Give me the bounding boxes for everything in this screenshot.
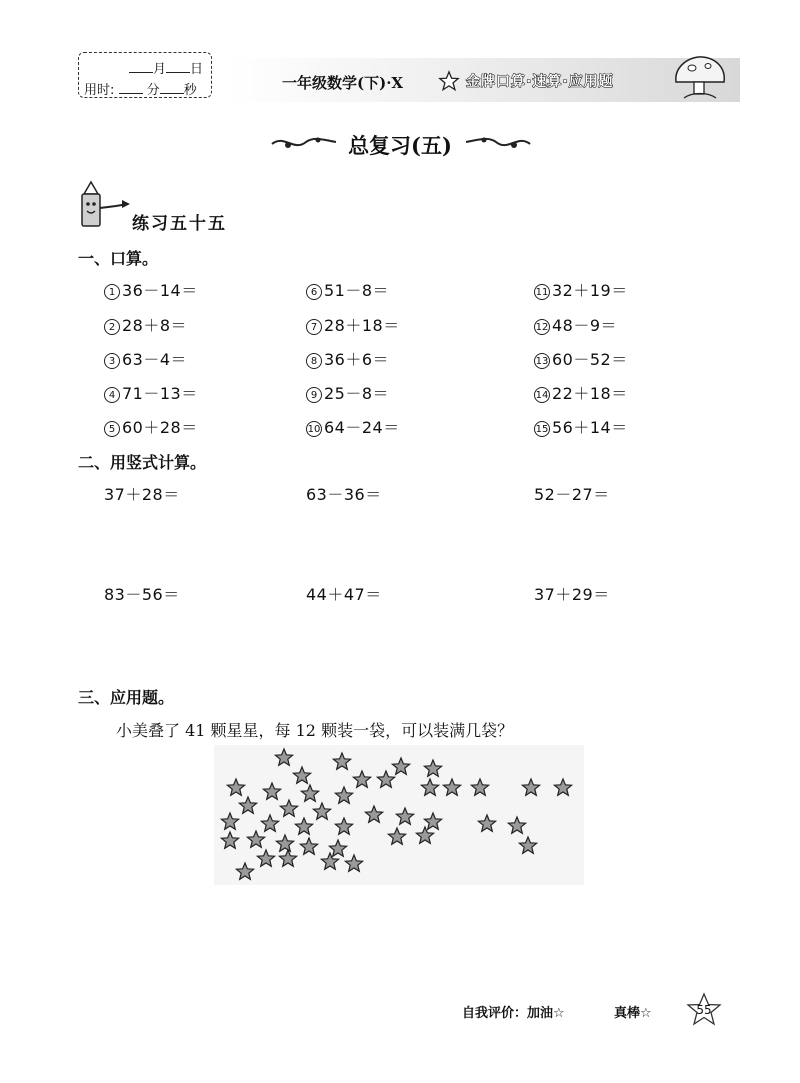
paper-star [508,817,525,833]
paper-star [522,779,539,795]
problem-number-badge: 15 [534,421,550,437]
problem-expression: 36－14＝ [122,281,198,300]
vertical-calc-problem: 44＋47＝ [306,585,382,604]
paper-star [263,783,280,799]
paper-star [396,808,413,824]
problem-expression: 56＋14＝ [552,418,628,437]
paper-star [295,818,312,834]
problem-expression: 63－4＝ [122,350,188,369]
paper-star [236,863,253,879]
paper-star [313,803,330,819]
paper-star [421,779,438,795]
vertical-calc-problem: 63－36＝ [306,485,382,504]
exercise-title: 练习五十五 [132,214,227,234]
paper-star [345,855,362,871]
paper-star [239,797,256,813]
paper-star [301,785,318,801]
problem-expression: 64－24＝ [324,418,400,437]
problem-number-badge: 2 [104,319,120,335]
page-number: 55 [696,1003,712,1017]
paper-star [353,771,370,787]
paper-star [554,779,571,795]
problem-expression: 28＋8＝ [122,316,188,335]
page-title: 总复习(五) [348,133,452,158]
problem-expression: 51－8＝ [324,281,390,300]
paper-star [424,813,441,829]
paper-star [424,760,441,776]
paper-star [280,800,297,816]
problem-expression: 60－52＝ [552,350,628,369]
great-rating: 真棒☆ [614,1006,652,1021]
second-label: 秒 [183,83,197,98]
problem-expression: 48－9＝ [552,316,618,335]
problem-expression: 28＋18＝ [324,316,400,335]
paper-star [261,815,278,831]
month-label: 月 [152,62,166,77]
problem-expression: 36＋6＝ [324,350,390,369]
self-evaluation: 自我评价：加油☆ [462,1006,565,1021]
header-tag: 金牌口算·速算·应用题 [466,74,614,90]
paper-star [416,827,433,843]
paper-star [276,835,293,851]
paper-star [443,779,460,795]
vertical-calc-problem: 52－27＝ [534,485,610,504]
word-problem-text: 小美叠了 41 颗星星，每 12 颗装一袋，可以装满几袋？ [116,721,514,740]
time-label: 用时: [84,83,115,98]
paper-star [300,838,317,854]
paper-star [247,831,264,847]
vertical-calc-problem: 37＋29＝ [534,585,610,604]
problem-number-badge: 11 [534,284,550,300]
paper-star [519,837,536,853]
paper-star [478,815,495,831]
problem-number-badge: 7 [306,319,322,335]
problem-number-badge: 1 [104,284,120,300]
paper-star [321,853,338,869]
minute-label: 分 [146,83,160,98]
problem-expression: 32＋19＝ [552,281,628,300]
paper-star [377,771,394,787]
paper-star [329,840,346,856]
paper-star [275,749,292,765]
day-label: 日 [189,62,203,77]
problem-number-badge: 6 [306,284,322,300]
problem-expression: 71－13＝ [122,384,198,403]
problem-number-badge: 3 [104,353,120,369]
vertical-calc-problem: 83－56＝ [104,585,180,604]
paper-star [471,779,488,795]
problem-number-badge: 12 [534,319,550,335]
section2-heading: 二、用竖式计算。 [78,453,207,472]
vertical-calc-problem: 37＋28＝ [104,485,180,504]
problem-number-badge: 4 [104,387,120,403]
problem-expression: 25－8＝ [324,384,390,403]
paper-star [335,818,352,834]
paper-star [388,828,405,844]
section1-heading: 一、口算。 [78,249,159,268]
paper-star [293,767,310,783]
problem-number-badge: 5 [104,421,120,437]
problem-number-badge: 9 [306,387,322,403]
book-title: 一年级数学(下)·X [282,74,404,92]
paper-star [335,787,352,803]
paper-star [365,806,382,822]
problem-number-badge: 13 [534,353,550,369]
problem-number-badge: 10 [306,421,322,437]
problem-expression: 22＋18＝ [552,384,628,403]
paper-star [221,813,238,829]
paper-star [257,850,274,866]
problem-expression: 60＋28＝ [122,418,198,437]
paper-star [227,779,244,795]
paper-star [221,832,238,848]
paper-star [333,753,350,769]
problem-number-badge: 14 [534,387,550,403]
paper-star [279,850,296,866]
problem-number-badge: 8 [306,353,322,369]
section3-heading: 三、应用题。 [78,688,175,707]
paper-star [392,758,409,774]
